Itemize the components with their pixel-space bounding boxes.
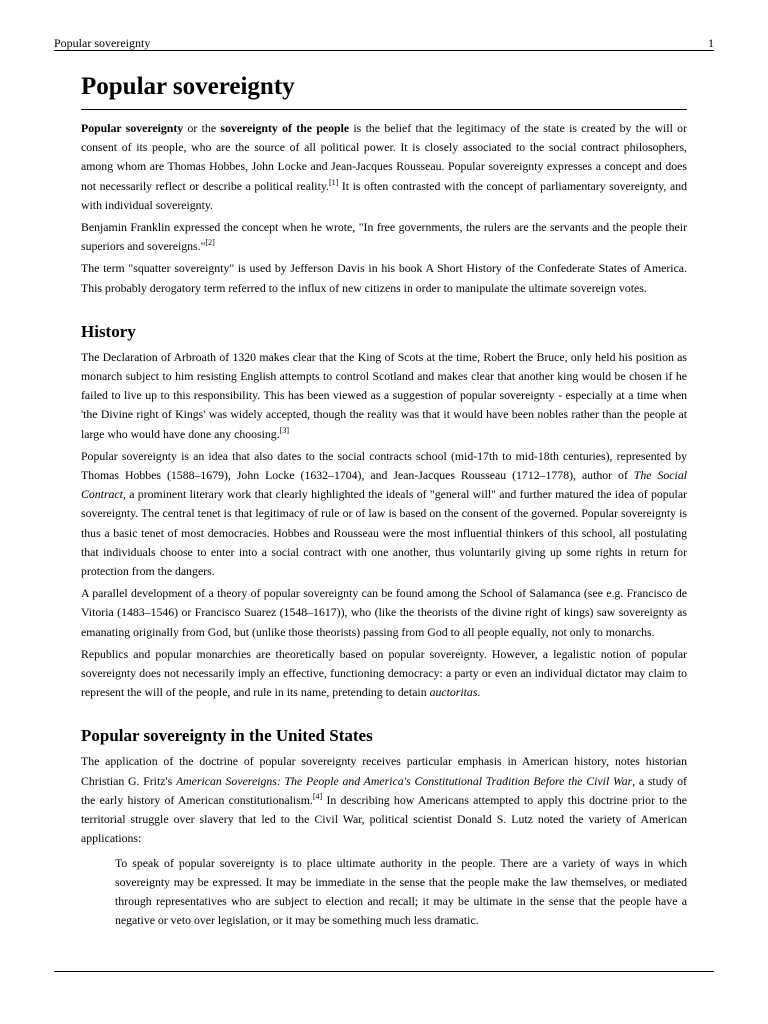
section-heading-united-states: Popular sovereignty in the United States <box>81 726 373 746</box>
footer-rule <box>54 971 714 972</box>
term-sovereignty-of-the-people: sovereignty of the people <box>220 121 350 135</box>
reference-link-1[interactable]: [1] <box>328 177 339 187</box>
intro-paragraph-3: The term "squatter sovereignty" is used by Jefferson Davis in his book A Short History of the Confederate States of America. This probably derogatory term referred to the influx of new citizens in order to manipulate the ultimate sovereign votes. <box>81 261 687 295</box>
history-paragraph-1: The Declaration of Arbroath of 1320 makes clear that the King of Scots at the time, Robert the Bruce, only held his position as monarch subject to him resisting English attempts to control Scotland and makes clear that another king would be chosen if he failed to live up to this responsibility. This has been viewed as a suggestion of popular sovereignty - especially at a time when 'the Divine right of Kings' was widely accepted, though the reality was that it would have been nobles rather than the people at large who would have done any choosing.[3] <box>81 349 687 441</box>
book-title-american-sovereigns: American Sovereigns: The People and America's Constitutional Tradition Before the Civil War <box>175 773 633 788</box>
running-header <box>54 34 714 51</box>
history-paragraph-3: A parallel development of a theory of popular sovereignty can be found among the School of Salamanca (see e.g. Francisco de Vitoria (1483–1546) or Francisco Suarez (1548–1617)), who (like the theorists of the divine right of kings) saw sovereignty as emanating originally from God, but (unlike those theorists) passing from God to all people equally, not only to monarchs. <box>81 586 687 639</box>
reference-link-4[interactable]: [4] <box>312 791 323 801</box>
us-paragraph-1: The application of the doctrine of popular sovereignty receives particular emphasis in American history, notes historian Christian G. Fritz's American Sovereigns: The People and America's Constitutional Tradition Before the Civil War, a study of the early history of American constitutionalism.[4] In describing how Americans attempted to apply this doctrine prior to the territorial struggle over slavery that led to the Civil War, political scientist Donald S. Lutz noted the variety of American applications: <box>81 754 687 846</box>
reference-link-3[interactable]: [3] <box>279 425 289 435</box>
intro-paragraph-2: Benjamin Franklin expressed the concept when he wrote, "In free governments, the rulers are the servants and the people their superiors and sovereigns."[2] <box>81 220 687 254</box>
section-heading-history: History <box>81 321 136 341</box>
running-title: Popular sovereignty <box>54 36 151 50</box>
history-paragraph-4: Republics and popular monarchies are theoretically based on popular sovereignty. However, a legalistic notion of popular sovereignty does not necessarily imply an effective, functioning democracy: a party or even an individual dictator may claim to represent the will of the people, and rule in its name, pretending to detain auctoritas. <box>81 646 687 700</box>
term-popular-sovereignty: Popular sovereignty <box>81 121 184 135</box>
page-title: Popular sovereignty <box>81 70 687 110</box>
term-auctoritas: auctoritas <box>429 685 478 700</box>
article-body <box>81 70 687 930</box>
block-quote: To speak of popular sovereignty is to place ultimate authority in the people. There are a variety of ways in which sovereignty may be expressed. It may be immediate in the sense that the people make the law themselves, or mediated through representatives who are subject to election and recall; it may be ultimate in the sense that the people have a negative or veto over legislation, or it may be something much less dramatic. <box>115 855 687 928</box>
reference-link-2[interactable]: [2] <box>205 238 215 248</box>
book-title-social-contract: The Social Contract <box>81 468 687 502</box>
page-number: 1 <box>708 36 714 50</box>
intro-paragraph-1: Popular sovereignty or the sovereignty of the people is the belief that the legitimacy of the state is created by the will or consent of its people, who are the source of all political power. It is closely associated to the social contract philosophers, among whom are Thomas Hobbes, John Locke and Jean-Jacques Rousseau. Popular sovereignty expresses a concept and does not necessarily reflect or describe a political reality.[1] It is often contrasted with the concept of parliamentary sovereignty, and with individual sovereignty. <box>81 121 687 212</box>
history-paragraph-2: Popular sovereignty is an idea that also dates to the social contracts school (mid-17th to mid-18th centuries), represented by Thomas Hobbes (1588–1679), John Locke (1632–1704), and Jean-Jacques Rousseau (1712–1778), author of The Social Contract, a prominent literary work that clearly highlighted the ideals of "general will" and further matured the idea of popular sovereignty. The central tenet is that legitimacy of rule or of law is based on the consent of the governed. Popular sovereignty is thus a basic tenet of most democracies. Hobbes and Rousseau were the most influential thinkers of this school, all postulating that individuals choose to enter into a social contract with one another, thus voluntarily giving up some rights in return for protection from the dangers. <box>81 448 687 579</box>
